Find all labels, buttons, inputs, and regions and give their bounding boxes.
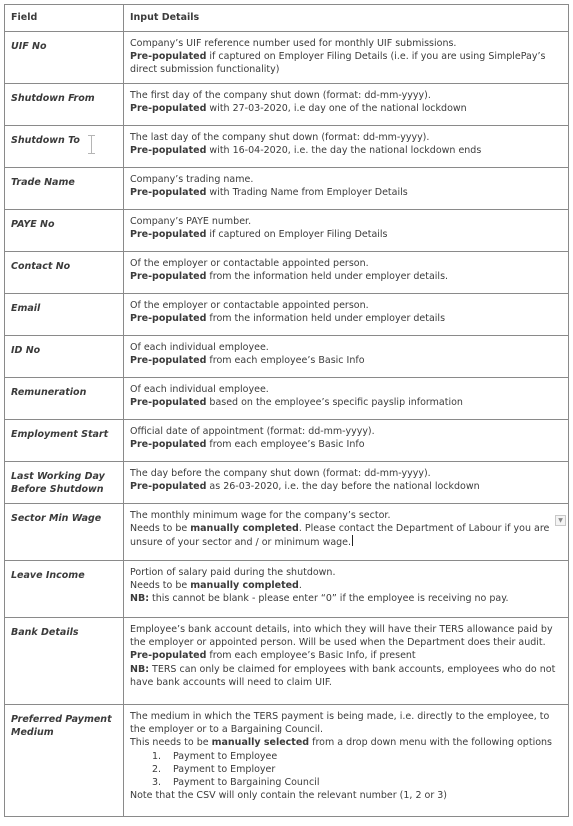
detail-text: . [298, 580, 302, 592]
field-name [5, 336, 124, 378]
field-name [5, 126, 124, 168]
detail-line [130, 776, 562, 789]
detail-text: The first day of the company shut down (format: dd-mm-yyyy). [130, 90, 431, 101]
emphasis-text: manually selected [211, 737, 310, 749]
field-name [5, 420, 124, 462]
detail-line [130, 509, 562, 522]
field-name [5, 462, 124, 504]
detail-text: The medium in which the TERS payment is being made, i.e. directly to the employee, to [130, 711, 550, 722]
table-header-row [5, 5, 569, 32]
detail-text: Of each individual employee. [130, 342, 269, 353]
field-name [5, 561, 124, 618]
emphasis-text: Pre-populated [130, 355, 207, 367]
field-name-line: Trade Name [11, 177, 75, 188]
field-name [5, 84, 124, 126]
detail-line [130, 131, 562, 144]
detail-text: have bank accounts will need to claim UIF. [130, 676, 332, 688]
detail-line [130, 257, 562, 270]
field-name-line: Medium [11, 727, 54, 739]
detail-text: Employee’s bank account details, into which they will have their TERS allowance paid by [130, 624, 553, 635]
detail-text: . Please contact the Department of Labour if you are [298, 523, 550, 535]
detail-text: Of each individual employee. [130, 384, 269, 395]
table-row [5, 618, 569, 705]
emphasis-text: Pre-populated [130, 439, 207, 451]
table-row [5, 504, 569, 561]
input-details [124, 618, 569, 705]
detail-line [130, 522, 562, 535]
detail-text: from each employee’s Basic Info [206, 355, 365, 367]
detail-text: from the information held under employer details [206, 313, 446, 325]
detail-line [130, 37, 562, 50]
input-details [124, 462, 569, 504]
detail-line [130, 341, 562, 354]
detail-text: from the information held under employer details. [206, 271, 449, 283]
detail-text: Of the employer or contactable appointed person. [130, 258, 369, 269]
list-number: 1. [152, 750, 162, 762]
field-name [5, 252, 124, 294]
detail-line [130, 425, 562, 438]
emphasis-text: Pre-populated [130, 145, 207, 157]
detail-text: Company’s PAYE number. [130, 216, 252, 227]
field-name [5, 210, 124, 252]
detail-line [130, 789, 562, 802]
field-name-line: Employment Start [11, 429, 109, 440]
table-row [5, 336, 569, 378]
field-name-line: Contact No [11, 261, 71, 272]
detail-line [130, 299, 562, 312]
input-details [124, 210, 569, 252]
emphasis-text: manually completed [190, 523, 299, 535]
field-name-line: Sector Min Wage [11, 513, 102, 524]
detail-text: from a drop down menu with the following options [309, 737, 552, 749]
field-name-line: UIF No [11, 41, 47, 52]
field-name [5, 294, 124, 336]
detail-text: The day before the company shut down (format: dd-mm-yyyy). [130, 468, 431, 479]
input-details [124, 168, 569, 210]
input-details [124, 705, 569, 817]
detail-text: Of the employer or contactable appointed person. [130, 300, 369, 311]
table-row [5, 462, 569, 504]
detail-line [130, 383, 562, 396]
table-row [5, 378, 569, 420]
field-name [5, 618, 124, 705]
field-name [5, 378, 124, 420]
field-name [5, 32, 124, 84]
input-details [124, 252, 569, 294]
detail-line [130, 592, 562, 605]
table-row [5, 252, 569, 294]
detail-text: TERS can only be claimed for employees with bank accounts, employees who do not [149, 663, 556, 675]
detail-line [130, 186, 562, 199]
detail-text: The monthly minimum wage for the company’s sector. [130, 510, 391, 521]
emphasis-text: Pre-populated [130, 481, 207, 493]
field-name-line: Shutdown To [11, 135, 80, 146]
detail-line [130, 636, 562, 649]
header-input-details: Input Details [124, 5, 569, 32]
detail-line [130, 723, 562, 736]
field-name-line: Shutdown From [11, 93, 95, 104]
list-number: 2. [152, 763, 162, 775]
detail-line [130, 710, 562, 723]
detail-text: from each employee’s Basic Info [206, 439, 365, 451]
detail-text: if captured on Employer Filing Details (i.e. if you are using SimplePay’s [206, 51, 546, 63]
table-row [5, 420, 569, 462]
detail-line [130, 102, 562, 115]
detail-text: Company’s UIF reference number used for monthly UIF submissions. [130, 38, 457, 49]
field-name-line: ID No [11, 345, 41, 356]
list-number: 3. [152, 777, 162, 789]
dropdown-arrow-icon[interactable]: ▼ [555, 515, 566, 526]
text-caret [352, 535, 353, 546]
detail-line [130, 63, 562, 76]
input-details [124, 84, 569, 126]
table-row [5, 126, 569, 168]
emphasis-text: NB: [130, 663, 149, 675]
detail-line [130, 623, 562, 636]
input-details [124, 561, 569, 618]
detail-line [130, 736, 562, 749]
input-details [124, 378, 569, 420]
detail-text: from each employee’s Basic Info, if present [206, 650, 416, 662]
emphasis-text: manually completed [190, 580, 299, 592]
field-name-line: Preferred Payment [11, 714, 112, 725]
emphasis-text: Pre-populated [130, 103, 207, 115]
table-row [5, 168, 569, 210]
detail-text: based on the employee’s specific payslip information [206, 397, 463, 409]
table-row [5, 561, 569, 618]
emphasis-text: NB: [130, 593, 149, 605]
i-beam-cursor-icon [91, 135, 92, 154]
detail-text: unsure of your sector and / or minimum wage. [130, 537, 352, 549]
detail-text: This needs to be [130, 737, 212, 749]
detail-text: direct submission functionality) [130, 64, 280, 76]
emphasis-text: Pre-populated [130, 650, 207, 662]
detail-line [130, 354, 562, 367]
input-details [124, 126, 569, 168]
detail-line [130, 396, 562, 409]
field-name-line: Email [11, 303, 41, 314]
detail-text: Needs to be [130, 580, 191, 592]
detail-line [130, 270, 562, 283]
emphasis-text: Pre-populated [130, 187, 207, 199]
input-details [124, 32, 569, 84]
detail-line [130, 215, 562, 228]
detail-line [130, 750, 562, 763]
field-name-line: Before Shutdown [11, 484, 104, 496]
detail-line [130, 89, 562, 102]
field-details-table [4, 4, 569, 817]
detail-text: Company’s trading name. [130, 174, 254, 185]
detail-text: the employer or to a Bargaining Council. [130, 724, 324, 736]
detail-line [130, 438, 562, 451]
detail-text: with Trading Name from Employer Details [206, 187, 408, 199]
detail-text: the employer or appointed person. Will be used when the Department does their audit. [130, 637, 546, 649]
table-row [5, 294, 569, 336]
detail-line [130, 676, 562, 689]
input-details [124, 336, 569, 378]
field-name [5, 705, 124, 817]
field-name-line: Leave Income [11, 570, 85, 581]
detail-line [130, 566, 562, 579]
detail-line [130, 50, 562, 63]
detail-line [130, 763, 562, 776]
list-item-text: Payment to Bargaining Council [173, 777, 320, 789]
input-details [124, 294, 569, 336]
field-name-line: PAYE No [11, 219, 55, 230]
detail-line [130, 535, 562, 549]
table-body [5, 32, 569, 817]
detail-line [130, 663, 562, 676]
field-name-line: Last Working Day [11, 471, 105, 482]
table-row [5, 84, 569, 126]
emphasis-text: Pre-populated [130, 271, 207, 283]
detail-line [130, 312, 562, 325]
detail-line [130, 173, 562, 186]
table-row [5, 705, 569, 817]
list-item-text: Payment to Employer [173, 763, 276, 775]
detail-text: this cannot be blank - please enter “0” if the employee is receiving no pay. [149, 593, 509, 605]
emphasis-text: Pre-populated [130, 51, 207, 63]
detail-line [130, 228, 562, 241]
detail-text: with 16-04-2020, i.e. the day the national lockdown ends [206, 145, 482, 157]
input-details [124, 420, 569, 462]
table-row [5, 210, 569, 252]
detail-text: with 27-03-2020, i.e day one of the national lockdown [206, 103, 467, 115]
input-details [124, 504, 569, 561]
detail-line [130, 579, 562, 592]
detail-text: Note that the CSV will only contain the relevant number (1, 2 or 3) [130, 790, 448, 802]
field-name-line: Bank Details [11, 627, 79, 638]
list-item-text: Payment to Employee [173, 750, 278, 762]
detail-text: Portion of salary paid during the shutdown. [130, 567, 336, 578]
emphasis-text: Pre-populated [130, 397, 207, 409]
emphasis-text: Pre-populated [130, 313, 207, 325]
detail-text: The last day of the company shut down (format: dd-mm-yyyy). [130, 132, 430, 143]
detail-line [130, 649, 562, 662]
detail-line [130, 144, 562, 157]
detail-line [130, 467, 562, 480]
field-name [5, 168, 124, 210]
detail-text: if captured on Employer Filing Details [206, 229, 388, 241]
field-name [5, 504, 124, 561]
header-field: Field [5, 5, 124, 32]
detail-text: Needs to be [130, 523, 191, 535]
emphasis-text: Pre-populated [130, 229, 207, 241]
field-name-line: Remuneration [11, 387, 87, 398]
detail-text: as 26-03-2020, i.e. the day before the national lockdown [206, 481, 480, 493]
detail-line [130, 480, 562, 493]
detail-text: Official date of appointment (format: dd-mm-yyyy). [130, 426, 375, 437]
table-row [5, 32, 569, 84]
